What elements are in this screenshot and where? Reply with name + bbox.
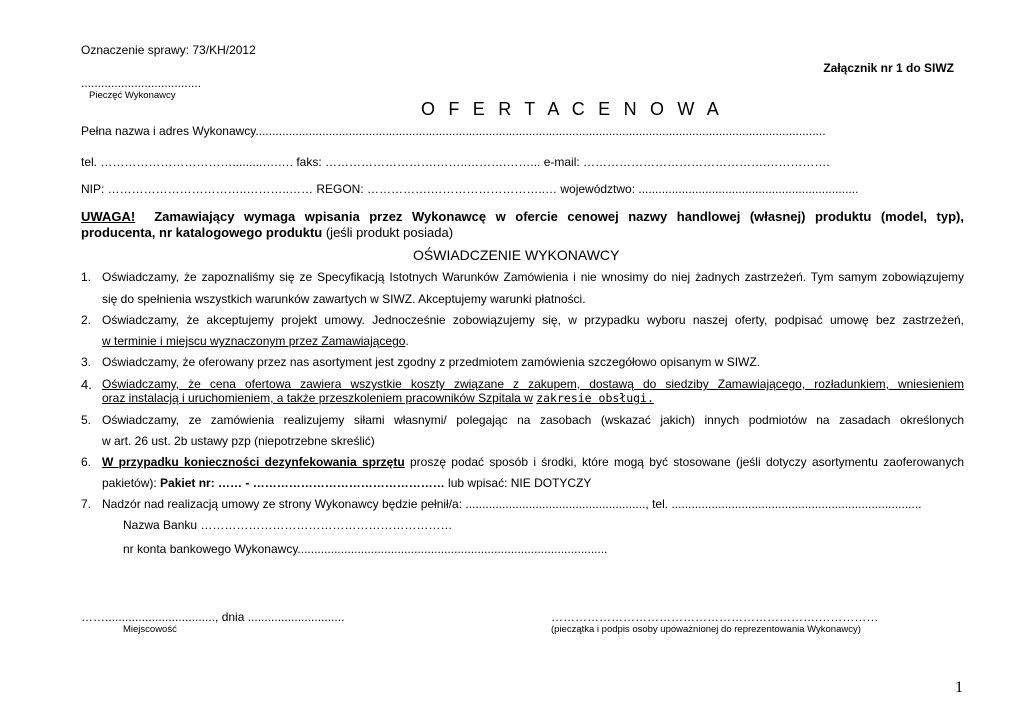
item-4-number: 4.: [81, 377, 92, 392]
item-3-line-1: Oświadczamy, że oferowany przez nas asortyment jest zgodny z przedmiotem zamówienia szczegółowo opisanym w SIWZ.: [102, 355, 761, 369]
bank-name-line: Nazwa Banku ………………………………………………………: [123, 518, 453, 532]
item-2-underlined: w terminie i miejscu wyznaczonym przez Zamawiającego: [102, 334, 406, 348]
item-4-line-1: Oświadczamy, że cena ofertowa zawiera wszystkie koszty związane z zakupem, dostawą do siedziby Zamawiającego, rozładunkiem, wniesieniem: [102, 377, 964, 391]
stamp-label: Pieczęć Wykonawcy: [89, 90, 176, 101]
item-5-number: 5.: [81, 413, 92, 427]
item-7-number: 7.: [81, 497, 92, 511]
item-2-number: 2.: [81, 313, 92, 327]
item-6-rest: proszę podać sposób i środki, które mogą być stosowane (jeśli dotyczy asortymentu zaoferowanych: [404, 455, 964, 469]
item-6-line-2-rest: lub wpisać: NIE DOTYCZY: [444, 476, 592, 490]
place-label: Miejscowość: [123, 624, 177, 635]
item-6-bold: W przypadku konieczności dezynfekowania sprzętu: [102, 455, 405, 469]
contractor-contact-line: tel. …………………………….........….…. faks: ……………………….……..……….……... e-mail: ……………………………………….…………….: [81, 155, 830, 169]
statement-heading: OŚWIADCZENIE WYKONAWCY: [413, 247, 620, 263]
item-7-line-1: Nadzór nad realizacją umowy ze strony Wykonawcy będzie pełnił/a: ......................................................, tel. ...........................................................................: [102, 497, 922, 511]
warning-line-1: [81, 209, 964, 224]
attachment-label: Załącznik nr 1 do SIWZ: [823, 61, 954, 75]
warning-text: Zamawiający wymaga wpisania przez Wykonawcę w ofercie cenowej nazwy handlowej (własnej) produktu (model, typ),: [154, 209, 964, 224]
item-5-line-1: Oświadczamy, ze zamówienia realizujemy siłami własnymi/ polegając na zasobach (wskazać jakich) innych podmiotów na zasadach określonych: [102, 413, 964, 427]
item-6-number: 6.: [81, 455, 92, 469]
bank-account-line: nr konta bankowego Wykonawcy.............................................................................................: [123, 542, 608, 556]
contractor-name-line: Pełna nazwa i adres Wykonawcy...........................................................................................................................................................................: [81, 124, 826, 138]
warning-line-2: [81, 225, 453, 240]
warning-text-bold: producenta, nr katalogowego produktu: [81, 225, 323, 240]
item-1-line-2: się do spełnienia wszystkich warunków zawartych w SIWZ. Akceptujemy warunki płatności.: [102, 292, 586, 306]
stamp-dots: ....................................: [81, 76, 202, 90]
case-number: Oznaczenie sprawy: 73/KH/2012: [81, 43, 256, 57]
item-4-line-2: [102, 391, 654, 405]
item-2-line-2: [102, 334, 409, 348]
item-6-package: Pakiet nr: …… - …………………………………………: [160, 476, 445, 490]
item-2-period: .: [405, 334, 409, 348]
item-4-line-2-text: oraz instalacją i uruchomieniem, a także przeszkoleniem pracowników Szpitala w: [102, 391, 533, 405]
signature-dots: ………………………………………………………….……………: [551, 610, 879, 624]
place-date-line: ……................................., dnia .............................: [81, 610, 345, 624]
page-number: 1: [955, 679, 963, 696]
item-6-line-2-start: pakietów):: [102, 476, 161, 490]
item-1-number: 1.: [81, 270, 92, 284]
warning-label: UWAGA!: [81, 209, 136, 224]
item-6-line-2: [102, 476, 591, 490]
item-5-line-2: w art. 26 ust. 2b ustawy pzp (niepotrzebne skreślić): [102, 434, 375, 448]
warning-text-rest: (jeśli produkt posiada): [322, 225, 454, 240]
signature-label: (pieczątka i podpis osoby upoważnionej do reprezentowania Wykonawcy): [551, 624, 861, 635]
item-3-number: 3.: [81, 355, 92, 369]
item-1-line-1: Oświadczamy, że zapoznaliśmy się ze Specyfikacją Istotnych Warunków Zamówienia i nie wnosimy do niej żadnych zastrzeżeń. Tym samym zobowiązujemy: [102, 270, 964, 284]
item-2-line-1: Oświadczamy, że akceptujemy projekt umowy. Jednocześnie zobowiązujemy się, w przypadku wyboru naszej oferty, podpisać umowę bez zastrzeżeń,: [102, 313, 964, 327]
page-title: O F E R T A C E N O W A: [421, 99, 723, 119]
item-4-line-2-tail: zakresie obsługi.: [536, 391, 654, 405]
item-6-line-1: [102, 455, 964, 469]
contractor-id-line: NIP: ……………………………..………..…… REGON: …………….………………………..… województwo: ..................................................................: [81, 182, 859, 196]
